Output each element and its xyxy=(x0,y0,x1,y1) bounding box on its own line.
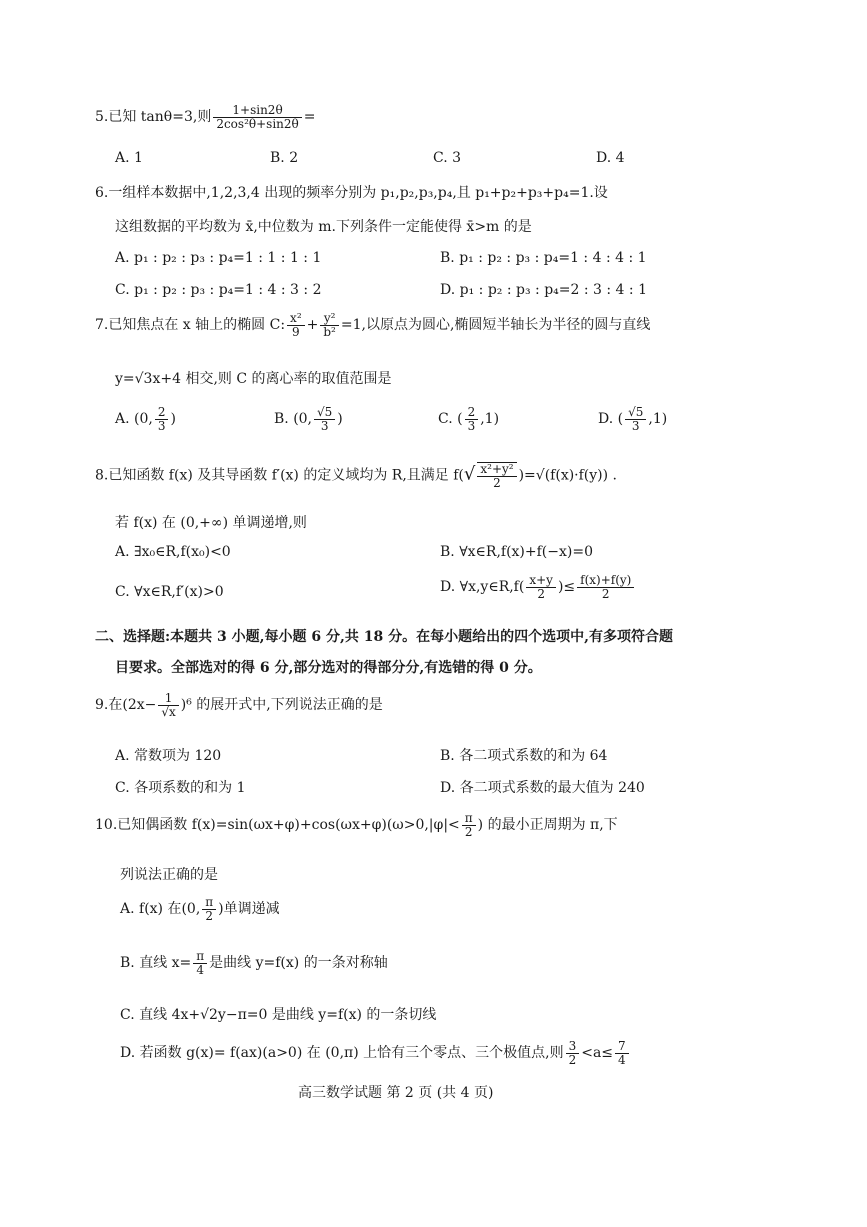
q10-frac-num: π xyxy=(462,812,476,826)
q9-stem xyxy=(95,692,383,718)
q10-option-b-den: 4 xyxy=(196,962,205,977)
q8-option-d-frac1-den: 2 xyxy=(537,586,545,601)
q8-line2: 若 f(x) 在 (0,+∞) 单调递增,则 xyxy=(115,515,307,531)
q9-frac-den: √x xyxy=(161,704,176,719)
q10-option-a-num: π xyxy=(202,896,216,910)
q10-post: ) 的最小正周期为 π,下 xyxy=(477,817,618,834)
q8-post: )=√(f(x)·f(y)) . xyxy=(518,467,617,484)
q7-option-a-post: ) xyxy=(170,411,176,428)
q9-frac xyxy=(158,692,178,718)
q5-frac-num: 1+sin2θ xyxy=(213,104,301,118)
q10-option-d xyxy=(120,1040,631,1066)
q10-option-d-frac2 xyxy=(615,1040,629,1066)
q8-option-d-pre: D. ∀x,y∈R,f( xyxy=(440,579,525,596)
q10-frac-den: 2 xyxy=(464,824,473,839)
q10-option-c: C. 直线 4x+√2y−π=0 是曲线 y=f(x) 的一条切线 xyxy=(120,1007,437,1023)
q6-option-b: B. p₁ : p₂ : p₃ : p₄=1 : 4 : 4 : 1 xyxy=(440,250,647,266)
q8-option-d-frac1 xyxy=(526,574,556,600)
q7-pre: 7.已知焦点在 x 轴上的椭圆 C: xyxy=(95,317,286,334)
q10-option-a-pre: A. f(x) 在(0, xyxy=(120,901,201,918)
q8-option-d-frac2 xyxy=(577,574,634,600)
q10-option-b-frac xyxy=(193,950,207,976)
q7-frac-y-num: y² xyxy=(320,312,339,326)
q8-option-d-frac1-num: x+y xyxy=(526,574,556,588)
q7-option-d-num: √5 xyxy=(625,406,646,420)
q5-frac-den: 2cos²θ+sin2θ xyxy=(216,116,299,131)
section2-line2: 目要求。全部选对的得 6 分,部分选对的得部分分,有选错的得 0 分。 xyxy=(115,660,542,676)
q10-option-b xyxy=(120,950,388,976)
q8-option-d xyxy=(440,574,636,600)
q7-frac-x-num: x² xyxy=(287,312,305,326)
q10-pre: 10.已知偶函数 f(x)=sin(ωx+φ)+cos(ωx+φ)(ω>0,|φ|< xyxy=(95,817,460,834)
q10-option-a xyxy=(120,896,280,922)
q8-option-a: A. ∃x₀∈R,f(x₀)<0 xyxy=(115,544,231,560)
q10-line2: 列说法正确的是 xyxy=(120,867,218,883)
q8-pre: 8.已知函数 f(x) 及其导函数 f′(x) 的定义域均为 R,且满足 f( xyxy=(95,467,464,484)
q10-line1 xyxy=(95,812,618,838)
q7-option-c-num: 2 xyxy=(465,406,479,420)
q7-frac-x xyxy=(287,312,305,338)
section2-line1: 二、选择题:本题共 3 小题,每小题 6 分,共 18 分。在每小题给出的四个选项中,有多项符合题 xyxy=(95,629,673,645)
q5-stem-pre: 5.已知 tanθ=3,则 xyxy=(95,109,212,126)
q10-option-d-mid: <a≤ xyxy=(581,1045,614,1062)
q10-option-a-den: 2 xyxy=(205,908,214,923)
q7-plus: + xyxy=(306,317,319,334)
q5-fraction xyxy=(213,104,301,130)
q8-sqrt-sign: √ xyxy=(463,463,476,485)
q6-option-a: A. p₁ : p₂ : p₃ : p₄=1 : 1 : 1 : 1 xyxy=(115,250,322,266)
q8-sqrt-num: x²+y² xyxy=(477,463,516,477)
q6-option-d: D. p₁ : p₂ : p₃ : p₄=2 : 3 : 4 : 1 xyxy=(440,282,647,298)
q7-option-c-den: 3 xyxy=(467,418,476,433)
q10-option-d-frac1-num: 3 xyxy=(566,1040,580,1054)
q9-option-d: D. 各二项式系数的最大值为 240 xyxy=(440,780,645,796)
q9-option-c: C. 各项系数的和为 1 xyxy=(115,780,246,796)
q6-option-c: C. p₁ : p₂ : p₃ : p₄=1 : 4 : 3 : 2 xyxy=(115,282,322,298)
q7-option-b-den: 3 xyxy=(320,418,329,433)
q8-option-d-frac2-den: 2 xyxy=(601,586,610,601)
q7-option-d xyxy=(598,406,667,432)
q7-option-d-post: ,1) xyxy=(648,411,668,428)
q10-option-a-post: )单调递减 xyxy=(218,901,280,918)
q7-option-d-pre: D. ( xyxy=(598,411,624,428)
q7-frac-y xyxy=(320,312,339,338)
q5-option-c: C. 3 xyxy=(433,150,462,166)
q7-option-a-frac xyxy=(155,406,169,432)
q6-line1: 6.一组样本数据中,1,2,3,4 出现的频率分别为 p₁,p₂,p₃,p₄,且 p₁+p₂+p₃+p₄=1.设 xyxy=(95,185,608,201)
q8-sqrt-den: 2 xyxy=(493,475,501,490)
q5-option-a: A. 1 xyxy=(115,150,143,166)
q10-option-d-frac1 xyxy=(566,1040,580,1066)
q10-frac xyxy=(462,812,476,838)
q7-option-c-post: ,1) xyxy=(480,411,500,428)
q9-frac-num: 1 xyxy=(158,692,178,706)
q5-option-b: B. 2 xyxy=(270,150,299,166)
q7-option-b-post: ) xyxy=(337,411,343,428)
q7-frac-x-den: 9 xyxy=(292,324,300,339)
q8-line1 xyxy=(95,462,617,489)
q7-option-d-den: 3 xyxy=(631,418,640,433)
q7-option-b-pre: B. (0, xyxy=(274,411,313,428)
q5-stem xyxy=(95,104,315,130)
q9-post: )⁶ 的展开式中,下列说法正确的是 xyxy=(180,697,383,714)
q7-option-c-frac xyxy=(465,406,479,432)
q10-option-a-frac xyxy=(202,896,216,922)
q7-post: =1,以原点为圆心,椭圆短半轴长为半径的圆与直线 xyxy=(340,317,651,334)
q7-frac-y-den: b² xyxy=(323,324,336,339)
q7-option-b xyxy=(274,406,343,432)
q7-option-a-num: 2 xyxy=(155,406,169,420)
q10-option-b-post: 是曲线 y=f(x) 的一条对称轴 xyxy=(209,955,388,972)
q8-option-b: B. ∀x∈R,f(x)+f(−x)=0 xyxy=(440,544,593,560)
q8-option-d-mid: )≤ xyxy=(557,579,576,596)
q7-line2: y=√3x+4 相交,则 C 的离心率的取值范围是 xyxy=(115,371,392,387)
q6-line2: 这组数据的平均数为 x̄,中位数为 m.下列条件一定能使得 x̄>m 的是 xyxy=(115,219,532,235)
page-footer: 高三数学试题 第 2 页 (共 4 页) xyxy=(298,1085,494,1101)
q7-option-a-den: 3 xyxy=(157,418,166,433)
q7-option-c-pre: C. ( xyxy=(438,411,463,428)
q9-option-b: B. 各二项式系数的和为 64 xyxy=(440,748,608,764)
q10-option-d-pre: D. 若函数 g(x)= f(ax)(a>0) 在 (0,π) 上恰有三个零点、三个极值点,则 xyxy=(120,1045,564,1062)
q10-option-d-frac2-num: 7 xyxy=(615,1040,629,1054)
q8-option-c: C. ∀x∈R,f′(x)>0 xyxy=(115,584,224,600)
q7-option-b-frac xyxy=(314,406,335,432)
q9-option-a: A. 常数项为 120 xyxy=(115,748,222,764)
q10-option-b-num: π xyxy=(193,950,207,964)
q10-option-d-frac2-den: 4 xyxy=(618,1052,626,1067)
q5-stem-post: = xyxy=(303,109,316,126)
q10-option-d-frac1-den: 2 xyxy=(568,1052,577,1067)
q9-pre: 9.在(2x− xyxy=(95,697,157,714)
q7-line1 xyxy=(95,312,650,338)
q7-option-d-frac xyxy=(625,406,646,432)
q8-sqrt-frac xyxy=(477,462,516,489)
q7-option-c xyxy=(438,406,499,432)
q7-option-b-num: √5 xyxy=(314,406,335,420)
q7-option-a-pre: A. (0, xyxy=(115,411,153,428)
q5-option-d: D. 4 xyxy=(596,150,625,166)
q7-option-a xyxy=(115,406,176,432)
q10-option-b-pre: B. 直线 x= xyxy=(120,955,192,972)
q8-option-d-frac2-num: f(x)+f(y) xyxy=(577,574,634,588)
